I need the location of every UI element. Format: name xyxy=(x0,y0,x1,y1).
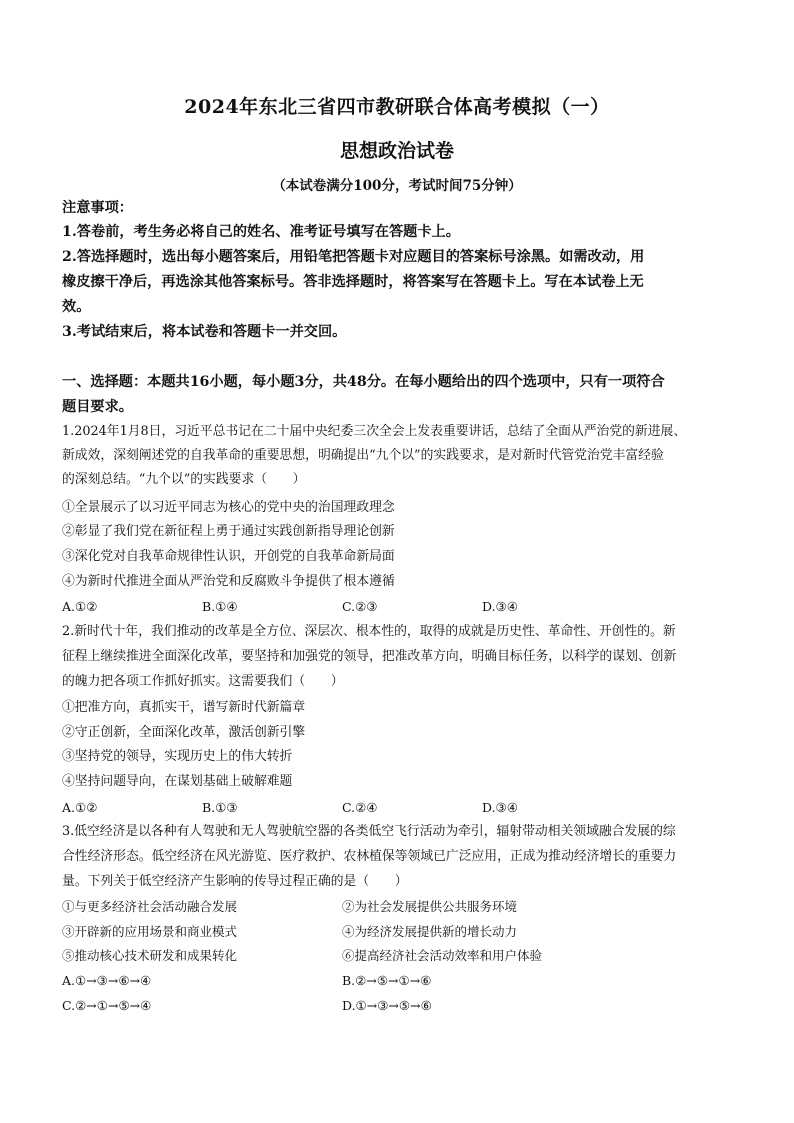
statement: ④为经济发展提供新的增长动力 xyxy=(342,924,518,939)
section-heading: 题目要求。 xyxy=(62,399,133,415)
statement: ②为社会发展提供公共服务环境 xyxy=(342,899,518,914)
option-b: B.①④ xyxy=(202,599,238,614)
exam-title: 2024年东北三省四市教研联合体高考模拟（一） xyxy=(184,96,610,118)
statement: ⑥提高经济社会活动效率和用户体验 xyxy=(342,948,543,963)
statement: ②守正创新，全面深化改革，激活创新引擎 xyxy=(62,725,306,740)
option-a: A.①② xyxy=(62,800,98,815)
statement: ②彰显了我们党在新征程上勇于通过实践创新指导理论创新 xyxy=(62,524,395,539)
note-line: 1.答卷前，考生务必将自己的姓名、准考证号填写在答题卡上。 xyxy=(62,224,460,240)
option-a: A.①② xyxy=(62,599,98,614)
option-a: A.①→③→⑥→④ xyxy=(62,973,152,988)
note-line: 效。 xyxy=(62,299,91,315)
statement: ③深化党对自我革命规律性认识，开创党的自我革命新局面 xyxy=(62,549,395,564)
notes-heading: 注意事项： xyxy=(62,200,133,216)
question-2-stem: 征程上继续推进全面深化改革，要坚持和加强党的领导，把准改革方向，明确目标任务，以科学的谋划、创新 xyxy=(62,649,677,664)
option-b: B.①③ xyxy=(202,800,238,815)
section-heading: 一、选择题：本题共16小题，每小题3分，共48分。在每小题给出的四个选项中，只有一项符合 xyxy=(62,374,665,390)
option-d: D.③④ xyxy=(482,800,518,815)
question-3-stem: 3.低空经济是以各种有人驾驶和无人驾驶航空器的各类低空飞行活动为牵引，辐射带动相关领域融合发展的综 xyxy=(62,824,676,839)
note-line: 2.答选择题时，选出每小题答案后，用铅笔把答题卡对应题目的答案标号涂黑。如需改动，用 xyxy=(62,249,645,265)
question-1-stem: 新成效，深刻阐述党的自我革命的重要思想，明确提出“九个以”的实践要求，是对新时代管党治党丰富经验 xyxy=(62,448,664,463)
question-3-stem: 量。下列关于低空经济产生影响的传导过程正确的是（ ） xyxy=(62,874,408,889)
option-c: C.②③ xyxy=(342,599,378,614)
statement: ⑤推动核心技术研发和成果转化 xyxy=(62,948,238,963)
note-line: 橡皮擦干净后，再选涂其他答案标号。答非选择题时，将答案写在答题卡上。写在本试卷上无 xyxy=(62,274,644,290)
option-b: B.②→⑤→①→⑥ xyxy=(342,973,432,988)
question-2-stem: 的魄力把各项工作抓好抓实。这需要我们（ ） xyxy=(62,674,344,689)
statement: ①把准方向，真抓实干，谱写新时代新篇章 xyxy=(62,700,306,715)
question-1-stem: 的深刻总结。“九个以”的实践要求（ ） xyxy=(62,472,306,487)
exam-info: （本试卷满分100分，考试时间75分钟） xyxy=(272,178,522,194)
statement: ③开辟新的应用场景和商业模式 xyxy=(62,924,238,939)
option-d: D.③④ xyxy=(482,599,518,614)
statement: ④为新时代推进全面从严治党和反腐败斗争提供了根本遵循 xyxy=(62,574,395,589)
question-2-stem: 2.新时代十年，我们推动的改革是全方位、深层次、根本性的，取得的成就是历史性、革命性、开创性的。新 xyxy=(62,624,676,639)
statement: ④坚持问题导向，在谋划基础上破解难题 xyxy=(62,774,293,789)
question-3-stem: 合性经济形态。低空经济在风光游览、医疗救护、农林植保等领域已广泛应用，正成为推动经济增长的重要力 xyxy=(62,849,677,864)
note-line: 3.考试结束后，将本试卷和答题卡一并交回。 xyxy=(62,324,347,340)
subject-title: 思想政治试卷 xyxy=(339,140,454,162)
statement: ①全景展示了以习近平同志为核心的党中央的治国理政理念 xyxy=(62,500,395,515)
option-d: D.①→③→⑤→⑥ xyxy=(342,998,432,1013)
option-c: C.②→①→⑤→④ xyxy=(62,998,152,1013)
option-c: C.②④ xyxy=(342,800,378,815)
statement: ③坚持党的领导，实现历史上的伟大转折 xyxy=(62,749,293,764)
statement: ①与更多经济社会活动融合发展 xyxy=(62,899,238,914)
question-1-stem: 1.2024年1月8日，习近平总书记在二十届中央纪委三次全会上发表重要讲话，总结了全面从严治党的新进展、 xyxy=(62,424,687,439)
